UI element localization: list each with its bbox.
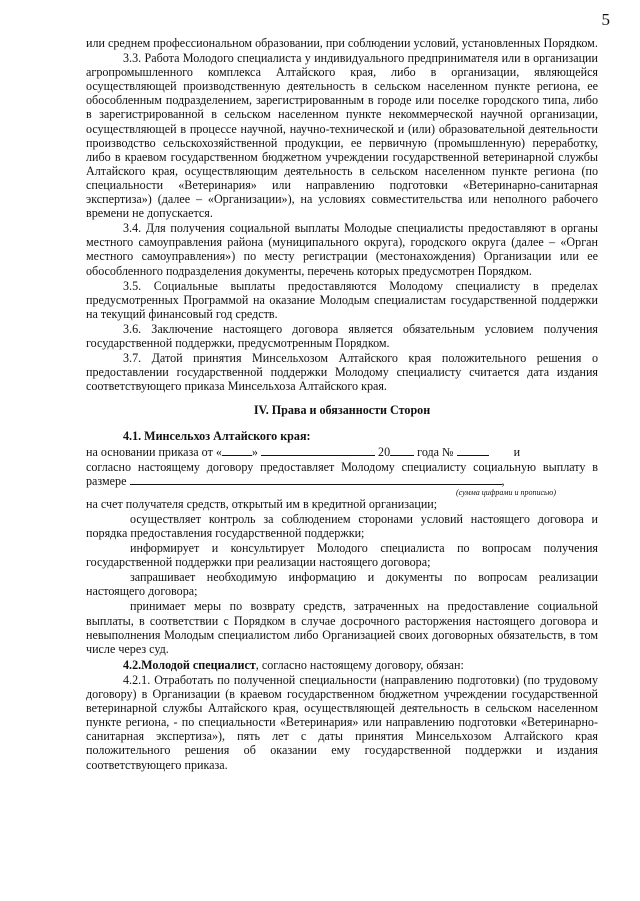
order-end: и bbox=[513, 444, 521, 459]
paragraph-3-6: 3.6. Заключение настоящего договора является обязательным условием получения государственной поддержки, предусмотренным Порядком. bbox=[86, 321, 598, 350]
paragraph-4-1-request: запрашивает необходимую информацию и документы по вопросам реализации настоящего договора; bbox=[86, 570, 598, 599]
paragraph-3-3: 3.3. Работа Молодого специалиста у индивидуального предпринимателя или в организации агропромышленного комплекса Алтайского края, либо в организации, являющейся осуществляющей производственную деятельность в сельском населенном пункте региона, ее обособленным подразделением, зарегистрированным в городе или поселке городского типа, либо в зарегистрированной в сельском населенном пункте некоммерческой научной организации, осуществляющей в процессе научной, научно-технической и (или) образовательной деятельности производство сельскохозяйственной продукции, ее первичную (промышленную) переработку, либо в краевом государственном бюджетном учреждении государственной ветеринарной службы Алтайского края, осуществляющим деятельность в сельском населенном пункте региона (по специальности «Ветеринария» или направлению подготовки «Ветеринарно-санитарная экспертиза») (далее – «Организации»), на условиях совместительства или неполного рабочего времени не допускается. bbox=[86, 51, 598, 221]
paragraph-3-4: 3.4. Для получения социальной выплаты Молодые специалисты предоставляют в органы местного самоуправления района (муниципального округа), городского округа (далее – «Орган местного самоуправления») по месту регистрации (местонахождения) Организации или ее обособленного подразделения документы, перечень которых предусмотрен Порядком. bbox=[86, 221, 598, 278]
order-number-blank[interactable] bbox=[457, 445, 489, 456]
order-year-prefix: 20 bbox=[378, 444, 391, 459]
order-prefix: на основании приказа от « bbox=[86, 444, 222, 459]
paragraph-4-1-account: на счет получателя средств, открытый им в кредитной организации; bbox=[86, 496, 438, 511]
paragraph-4-1-control: осуществляет контроль за соблюдением сторонами условий настоящего договора и порядка предоставления государственной поддержки; bbox=[86, 511, 598, 540]
document-body bbox=[86, 36, 598, 773]
paragraph-4-1-agree bbox=[86, 460, 598, 488]
section-heading-iv: IV. Права и обязанности Сторон bbox=[253, 403, 431, 418]
paragraph-intro: или среднем профессиональном образовании, при соблюдении условий, установленных Порядком. bbox=[86, 36, 598, 50]
order-year-suffix: года № bbox=[417, 444, 454, 459]
paragraph-4-2-1: 4.2.1. Отработать по полученной специальности (направлению подготовки) (по трудовому договору) в Организации (в краевом государственном бюджетном учреждении государственной ветеринарной службы Алтайского края, осуществляющей деятельность в сельском населенном пункте региона, - по специальности «Ветеринария» или направлению подготовки «Ветеринарно-санитарная экспертиза»), пять лет с даты принятия Минсельхозом Алтайского края положительного решения об оказании ему государственной поддержки и издания соответствующего приказа. bbox=[86, 672, 598, 772]
agree-text: согласно настоящему договору предоставляет Молодому специалисту социальную выплату в размере bbox=[86, 459, 598, 488]
subsection-4-2-title-bold: 4.2.Молодой специалист bbox=[123, 657, 256, 672]
paragraph-3-7: 3.7. Датой принятия Минсельхозом Алтайского края положительного решения о предоставлении государственной поддержки Молодому специалисту считается дата издания соответствующего приказа Минсельхоза Алтайского края. bbox=[86, 351, 598, 394]
subsection-4-2-title-rest: , согласно настоящему договору, обязан: bbox=[255, 657, 464, 672]
sum-hint: (сумма цифрами и прописью) bbox=[455, 487, 556, 497]
order-year-blank[interactable] bbox=[390, 445, 414, 456]
paragraph-4-1-inform: информирует и консультирует Молодого специалиста по вопросам получения государственной поддержки при реализации настоящего договора; bbox=[86, 541, 598, 570]
paragraph-3-5: 3.5. Социальные выплаты предоставляются Молодому специалисту в пределах предусмотренных Программой на оказание Молодым специалистам государственной поддержки на текущий финансовый год средств. bbox=[86, 278, 598, 321]
order-line bbox=[86, 445, 598, 459]
subsection-4-2-title bbox=[86, 658, 598, 672]
sum-end: , bbox=[501, 473, 505, 488]
subsection-4-1-title: 4.1. Минсельхоз Алтайского края: bbox=[123, 429, 311, 444]
order-day-blank[interactable] bbox=[222, 445, 252, 456]
sum-blank[interactable] bbox=[130, 474, 502, 485]
order-mid: » bbox=[251, 444, 258, 459]
page-number: 5 bbox=[601, 10, 610, 29]
paragraph-4-1-measures: принимает меры по возврату средств, затраченных на предоставление социальной выплаты, в соответствии с Порядком в случае досрочного расторжения настоящего договора и невыполнения Молодым специалистом либо Организацией своих договорных обязательств, в том числе через суд. bbox=[86, 599, 598, 656]
order-month-blank[interactable] bbox=[261, 445, 375, 456]
